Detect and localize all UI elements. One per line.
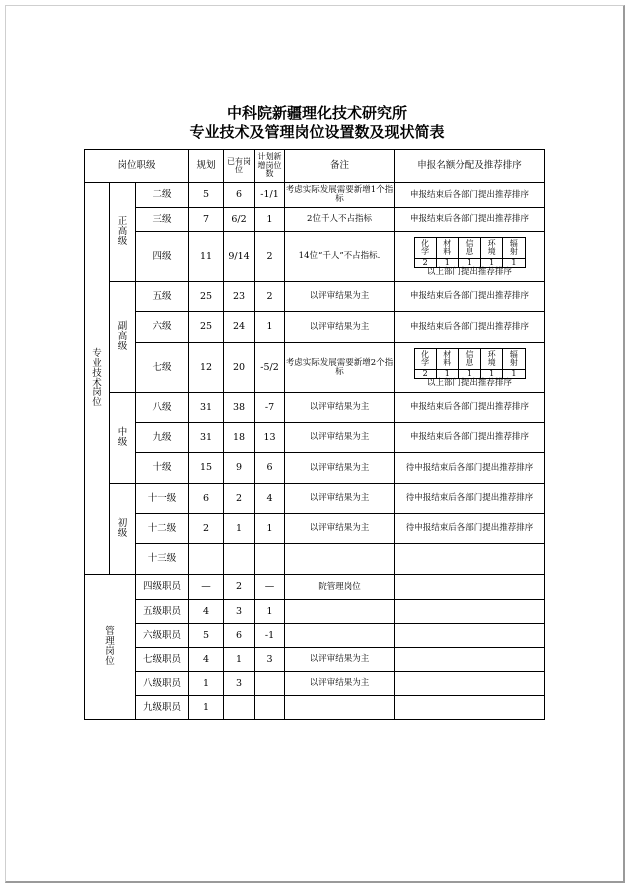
post-level: 七级职员 xyxy=(136,648,189,672)
quota-cell xyxy=(395,672,545,696)
quota-cell xyxy=(395,232,545,282)
existing-value: 2 xyxy=(224,484,255,514)
dept-quota-value: 1 xyxy=(503,259,525,268)
existing-value: 23 xyxy=(224,282,255,312)
plan-value: — xyxy=(189,575,224,600)
existing-value xyxy=(224,544,255,575)
plan-value: 11 xyxy=(189,232,224,282)
plan-value: 5 xyxy=(189,624,224,648)
existing-value: 1 xyxy=(224,514,255,544)
remark xyxy=(285,696,395,720)
quota-cell xyxy=(395,544,545,575)
planned-new-value: 2 xyxy=(255,282,285,312)
dept-quota-value: 1 xyxy=(436,370,458,379)
quota-cell: 待申报结束后各部门提出推荐排序 xyxy=(395,453,545,484)
quota-foot: 以上部门提出推荐排序 xyxy=(427,378,513,389)
planned-new-value xyxy=(255,544,285,575)
quota-cell xyxy=(395,648,545,672)
plan-value: 31 xyxy=(189,393,224,423)
dept-quota-value: 1 xyxy=(481,259,503,268)
planned-new-value xyxy=(255,696,285,720)
table-row xyxy=(85,514,545,544)
existing-value: 9/14 xyxy=(224,232,255,282)
planned-new-value: 1 xyxy=(255,208,285,232)
dept-name: 辐射 xyxy=(503,349,525,370)
existing-value xyxy=(224,696,255,720)
post-level: 八级职员 xyxy=(136,672,189,696)
management-group xyxy=(85,575,136,720)
remark: 以评审结果为主 xyxy=(285,453,395,484)
plan-value: 12 xyxy=(189,343,224,393)
planned-new-value: 1 xyxy=(255,600,285,624)
header-post-level: 岗位职级 xyxy=(85,150,189,183)
table-row xyxy=(85,423,545,453)
header-remarks: 备注 xyxy=(285,150,395,183)
post-level: 十级 xyxy=(136,453,189,484)
planned-new-value: 13 xyxy=(255,423,285,453)
plan-value: 4 xyxy=(189,600,224,624)
quota-cell: 待申报结束后各部门提出推荐排序 xyxy=(395,484,545,514)
planned-new-value: 6 xyxy=(255,453,285,484)
middle-group xyxy=(110,393,136,484)
table-row xyxy=(85,282,545,312)
pro-tech-group xyxy=(85,183,110,575)
dept-quota-value: 1 xyxy=(503,370,525,379)
existing-value: 3 xyxy=(224,672,255,696)
planned-new-value xyxy=(255,672,285,696)
quota-cell: 申报结束后各部门提出推荐排序 xyxy=(395,282,545,312)
quota-cell: 申报结束后各部门提出推荐排序 xyxy=(395,183,545,208)
planned-new-value: 4 xyxy=(255,484,285,514)
remark: 考虑实际发展需要新增1个指标 xyxy=(285,183,395,208)
table-row xyxy=(85,208,545,232)
plan-value: 1 xyxy=(189,696,224,720)
post-level: 十二级 xyxy=(136,514,189,544)
dept-name: 材料 xyxy=(436,238,458,259)
table-row xyxy=(85,648,545,672)
planned-new-value: -5/2 xyxy=(255,343,285,393)
quota-cell: 申报结束后各部门提出推荐排序 xyxy=(395,208,545,232)
existing-value: 6 xyxy=(224,183,255,208)
dept-name: 环境 xyxy=(481,349,503,370)
header-planned-new: 计划新增岗位数 xyxy=(255,150,285,183)
dept-quota-table xyxy=(414,348,526,379)
post-level: 九级职员 xyxy=(136,696,189,720)
table-row xyxy=(85,393,545,423)
quota-cell xyxy=(395,696,545,720)
plan-value: 2 xyxy=(189,514,224,544)
planned-new-value: 2 xyxy=(255,232,285,282)
header-existing: 已有岗位 xyxy=(224,150,255,183)
quota-cell xyxy=(395,600,545,624)
planned-new-value: -7 xyxy=(255,393,285,423)
remark: 以评审结果为主 xyxy=(285,648,395,672)
post-level: 二级 xyxy=(136,183,189,208)
remark: 以评审结果为主 xyxy=(285,484,395,514)
quota-cell: 申报结束后各部门提出推荐排序 xyxy=(395,312,545,343)
remark: 以评审结果为主 xyxy=(285,514,395,544)
post-level: 五级 xyxy=(136,282,189,312)
remark: 14位“千人”不占指标. xyxy=(285,232,395,282)
dept-name: 辐射 xyxy=(503,238,525,259)
header-quota: 申报名额分配及推荐排序 xyxy=(395,150,545,183)
senior-group xyxy=(110,183,136,282)
table-row xyxy=(85,575,545,600)
senior-group-label: 正 高 级 xyxy=(117,216,128,247)
doc-title-line1: 中科院新疆理化技术研究所 xyxy=(226,104,407,122)
dept-quota-value: 1 xyxy=(458,259,480,268)
remark: 以评审结果为主 xyxy=(285,393,395,423)
table-row xyxy=(85,183,545,208)
post-level: 十三级 xyxy=(136,544,189,575)
dept-name: 环境 xyxy=(481,238,503,259)
post-table xyxy=(84,149,545,720)
dept-quota-value: 1 xyxy=(481,370,503,379)
remark: 以评审结果为主 xyxy=(285,312,395,343)
post-level: 三级 xyxy=(136,208,189,232)
table-row xyxy=(85,343,545,393)
existing-value: 3 xyxy=(224,600,255,624)
table-row xyxy=(85,453,545,484)
existing-value: 6 xyxy=(224,624,255,648)
management-group-label: 管 理 岗 位 xyxy=(105,626,115,667)
table-row xyxy=(85,624,545,648)
planned-new-value: -1/1 xyxy=(255,183,285,208)
post-level: 六级 xyxy=(136,312,189,343)
dept-name: 材料 xyxy=(436,349,458,370)
remark: 以评审结果为主 xyxy=(285,672,395,696)
table-row xyxy=(85,600,545,624)
dept-quota-value: 2 xyxy=(414,259,436,268)
table-row xyxy=(85,484,545,514)
middle-group-label: 中 级 xyxy=(117,427,128,448)
header-plan: 规划 xyxy=(189,150,224,183)
dept-name: 信息 xyxy=(458,349,480,370)
quota-foot: 以上部门提出推荐排序 xyxy=(427,267,513,278)
plan-value: 31 xyxy=(189,423,224,453)
post-level: 六级职员 xyxy=(136,624,189,648)
existing-value: 20 xyxy=(224,343,255,393)
table-row xyxy=(85,312,545,343)
planned-new-value: -1 xyxy=(255,624,285,648)
post-level: 四级职员 xyxy=(136,575,189,600)
dept-quota-value: 1 xyxy=(436,259,458,268)
remark xyxy=(285,544,395,575)
planned-new-value: 1 xyxy=(255,514,285,544)
post-level: 八级 xyxy=(136,393,189,423)
plan-value: 7 xyxy=(189,208,224,232)
remark xyxy=(285,624,395,648)
dept-name: 化学 xyxy=(414,238,436,259)
existing-value: 6/2 xyxy=(224,208,255,232)
header-row xyxy=(85,150,545,183)
existing-value: 2 xyxy=(224,575,255,600)
plan-value: 15 xyxy=(189,453,224,484)
plan-value: 5 xyxy=(189,183,224,208)
quota-cell: 申报结束后各部门提出推荐排序 xyxy=(395,393,545,423)
dept-name: 信息 xyxy=(458,238,480,259)
plan-value: 25 xyxy=(189,312,224,343)
existing-value: 38 xyxy=(224,393,255,423)
vice-senior-group-label: 副 高 级 xyxy=(117,321,128,352)
post-level: 九级 xyxy=(136,423,189,453)
quota-cell xyxy=(395,624,545,648)
vice-senior-group xyxy=(110,282,136,393)
existing-value: 9 xyxy=(224,453,255,484)
quota-cell: 申报结束后各部门提出推荐排序 xyxy=(395,423,545,453)
post-level: 七级 xyxy=(136,343,189,393)
dept-quota-value: 1 xyxy=(458,370,480,379)
plan-value: 25 xyxy=(189,282,224,312)
quota-cell xyxy=(395,343,545,393)
remark xyxy=(285,600,395,624)
dept-name: 化学 xyxy=(414,349,436,370)
plan-value xyxy=(189,544,224,575)
junior-group-label: 初 级 xyxy=(117,518,128,539)
post-level: 五级职员 xyxy=(136,600,189,624)
plan-value: 4 xyxy=(189,648,224,672)
planned-new-value: — xyxy=(255,575,285,600)
plan-value: 1 xyxy=(189,672,224,696)
planned-new-value: 3 xyxy=(255,648,285,672)
remark: 院管理岗位 xyxy=(285,575,395,600)
remark: 以评审结果为主 xyxy=(285,423,395,453)
post-level: 十一级 xyxy=(136,484,189,514)
pro-tech-group-label: 专 业 技 术 岗 位 xyxy=(92,347,102,409)
existing-value: 18 xyxy=(224,423,255,453)
quota-cell xyxy=(395,575,545,600)
junior-group xyxy=(110,484,136,575)
table-row xyxy=(85,696,545,720)
post-level: 四级 xyxy=(136,232,189,282)
plan-value: 6 xyxy=(189,484,224,514)
existing-value: 1 xyxy=(224,648,255,672)
remark: 考虑实际发展需要新增2个指标 xyxy=(285,343,395,393)
planned-new-value: 1 xyxy=(255,312,285,343)
remark: 2位千人不占指标 xyxy=(285,208,395,232)
doc-title-line2: 专业技术及管理岗位设置数及现状简表 xyxy=(189,123,445,141)
quota-cell: 待申报结束后各部门提出推荐排序 xyxy=(395,514,545,544)
remark: 以评审结果为主 xyxy=(285,282,395,312)
dept-quota-table xyxy=(414,237,526,268)
table-row xyxy=(85,544,545,575)
table-row xyxy=(85,672,545,696)
dept-quota-value: 2 xyxy=(414,370,436,379)
existing-value: 24 xyxy=(224,312,255,343)
table-row xyxy=(85,232,545,282)
